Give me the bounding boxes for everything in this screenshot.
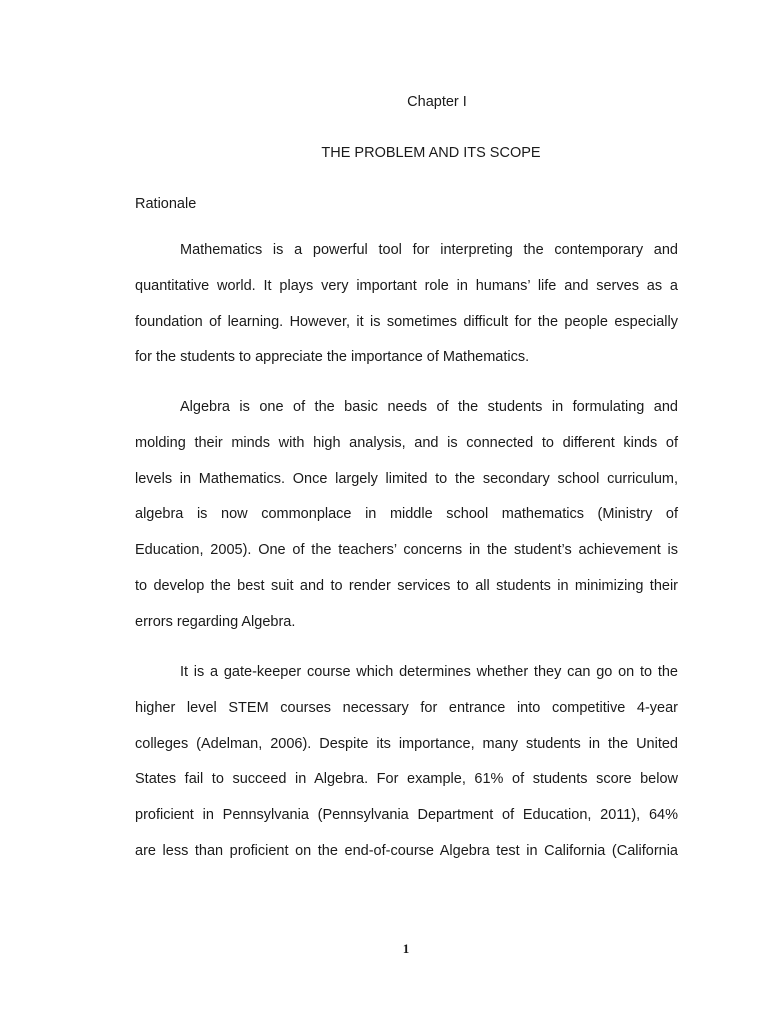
paragraph-line: It is a gate-keeper course which determines whether they can go on to the: [180, 664, 678, 680]
section-heading: Rationale: [135, 196, 197, 212]
paragraph-line: proficient in Pennsylvania (Pennsylvania Department of Education, 2011), 64%: [135, 807, 678, 824]
paragraph-line: are less than proficient on the end-of-course Algebra test in California (California: [135, 842, 678, 859]
paragraph-2: [135, 390, 678, 641]
paragraph-line: quantitative world. It plays very important role in humans’ life and serves as a: [135, 277, 678, 294]
paragraph-1: [135, 233, 678, 376]
paragraph-line: errors regarding Algebra.: [135, 613, 296, 630]
chapter-label: Chapter I: [407, 94, 467, 110]
paragraph-line: Education, 2005). One of the teachers’ concerns in the student’s achievement is: [135, 542, 678, 559]
paragraph-3: [135, 655, 678, 870]
paragraph-line: algebra is now commonplace in middle school mathematics (Ministry of: [135, 506, 678, 523]
paragraph-line: States fail to succeed in Algebra. For example, 61% of students score below: [135, 771, 678, 788]
paragraph-line: colleges (Adelman, 2006). Despite its importance, many students in the United: [135, 735, 678, 752]
chapter-title: THE PROBLEM AND ITS SCOPE: [321, 145, 541, 161]
paragraph-line: higher level STEM courses necessary for entrance into competitive 4-year: [135, 699, 678, 716]
paragraph-line: molding their minds with high analysis, and is connected to different kinds of: [135, 434, 678, 451]
paragraph-line: Mathematics is a powerful tool for interpreting the contemporary and: [180, 242, 678, 258]
paragraph-line: foundation of learning. However, it is sometimes difficult for the people especially: [135, 313, 678, 330]
paragraph-line: to develop the best suit and to render services to all students in minimizing their: [135, 577, 678, 594]
paragraph-line: levels in Mathematics. Once largely limited to the secondary school curriculum,: [135, 470, 678, 487]
page-number: 1: [402, 941, 410, 956]
paragraph-line: for the students to appreciate the importance of Mathematics.: [135, 349, 530, 366]
paragraph-line: Algebra is one of the basic needs of the students in formulating and: [180, 399, 678, 415]
